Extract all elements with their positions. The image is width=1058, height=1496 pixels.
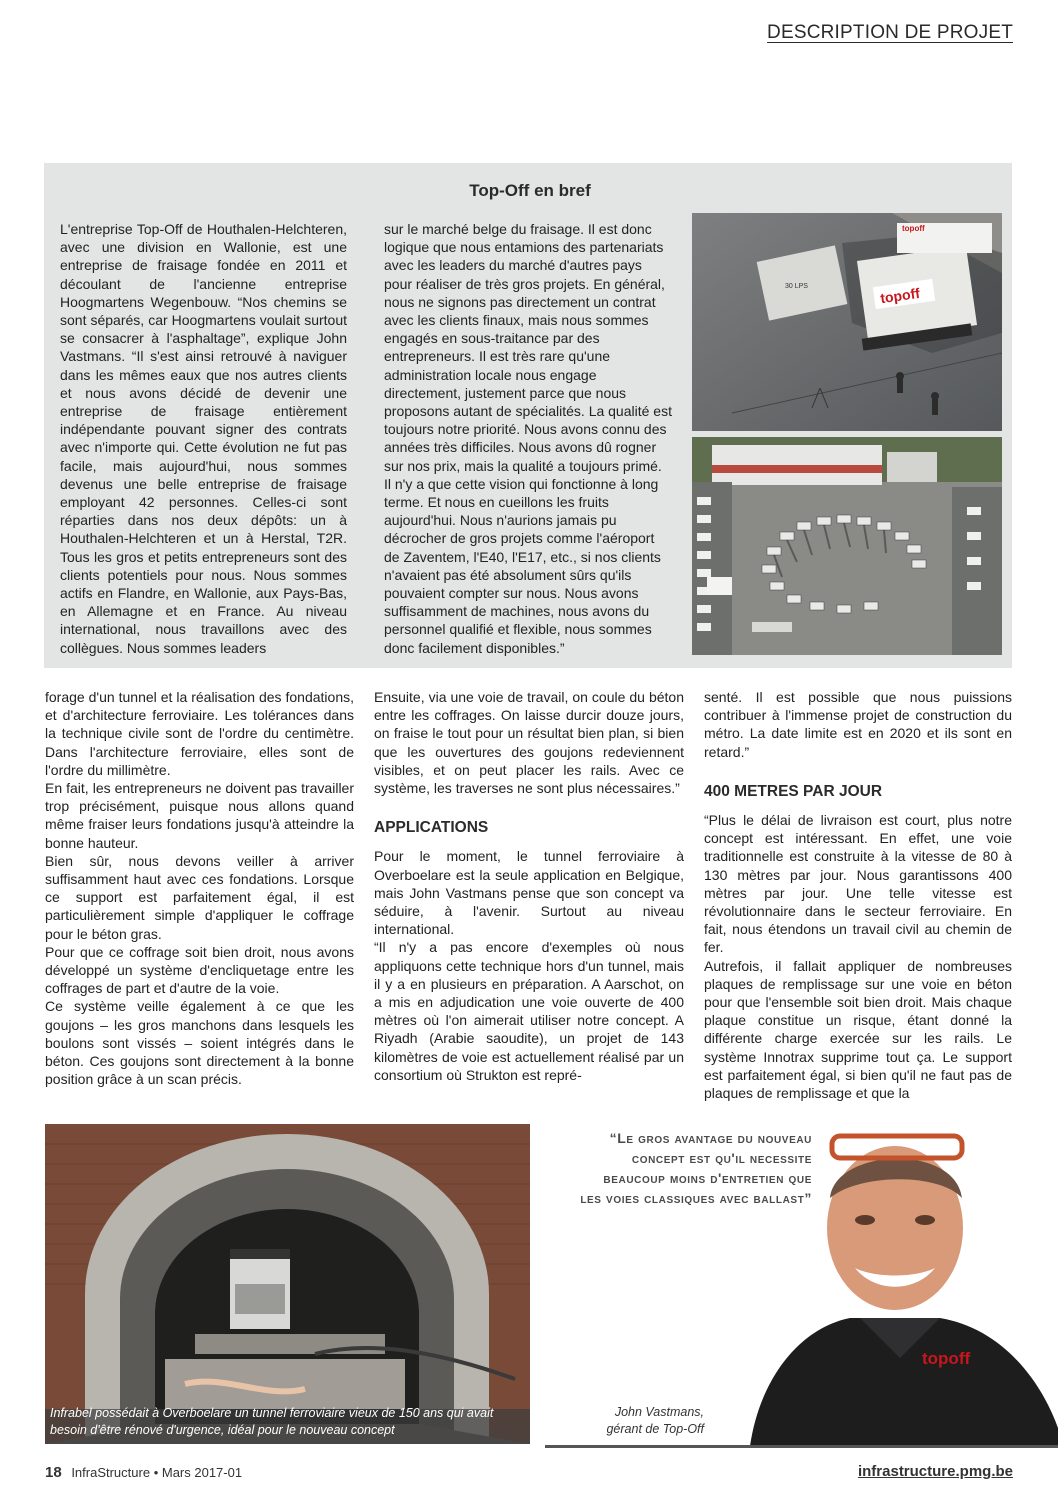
info-box-column-1 xyxy=(60,220,347,657)
article-paragraph: Bien sûr, nous devons veiller à arriver suffisamment haut avec ces fondations. Lorsque ce support est parfaitement égal, il est particulièrement simple d'appliquer le coffrage pour le béton gras. xyxy=(45,852,354,942)
pull-quote-line: concept est qu'il necessite xyxy=(631,1150,812,1166)
article-paragraph: Pour que ce coffrage soit bien droit, nous avons développé un système d'encliquetage entre les coffrages de part et d'autre de la voie. xyxy=(45,943,354,997)
tunnel-photo xyxy=(45,1124,530,1444)
article-column-2 xyxy=(374,688,684,1084)
portrait-caption-name: John Vastmans, xyxy=(614,1405,704,1419)
portrait-underline xyxy=(545,1445,1058,1448)
portrait-caption xyxy=(560,1404,704,1438)
photo-topoff-logo-small: topoff xyxy=(902,224,925,233)
info-box-text-1: L'entreprise Top-Off de Houthalen-Helchteren, avec une division en Wallonie, est une entreprise de fraisage fondée en 2011 et découlant de l'ancienne entreprise Hoogmartens Wegenbouw. “Nos chemins se sont séparés, car Hoogmartens voulait surtout se consacrer à l'asphaltage”, explique John Vastmans. “Il s'est ainsi retrouvé à naviguer dans les mêmes eaux que nos autres clients et nous avons décidé de devenir une entreprise de fraisage entièrement indépendante pouvant signer des contrats avec n'importe qui. Cette évolution ne fut pas facile, mais aujourd'hui, nous sommes devenus une belle entreprise de fraisage employant 42 personnes. Celles-ci sont réparties dans nos deux dépôts: un à Houthalen-Helchteren et un à Herstal, T2R. Tous les gros et petits entrepreneurs sont des clients potentiels pour nous. Nous sommes actifs en Flandre, en Wallonie, aux Pays-Bas, en Allemagne et en France. Au niveau international, nous travaillons avec des collègues. Nous sommes leaders xyxy=(60,221,347,656)
issue-info: • Mars 2017-01 xyxy=(153,1465,243,1480)
portrait-photo xyxy=(740,1128,1058,1446)
article-paragraph: Ensuite, via une voie de travail, on coule du béton entre les coffrages. On laisse durcir douze jours, on fraise le tout pour un résultat bien plan, si bien que les ouvertures des goujons redeviennent visibles, et on peut placer les rails. Avec ce système, les traverses ne sont plus nécessaires.” xyxy=(374,689,684,797)
pull-quote-line: les voies classiques avec ballast” xyxy=(580,1190,812,1206)
pull-quote-line: “Le gros avantage du nouveau xyxy=(609,1130,812,1146)
info-box-title: Top-Off en bref xyxy=(469,181,591,200)
page-number: 18 xyxy=(45,1464,62,1481)
article-paragraph: Pour le moment, le tunnel ferroviaire à Overboelare est la seule application en Belgique, mais John Vastmans pense que son concept va séduire, à l'avenir. Surtout au niveau international. xyxy=(374,848,684,938)
portrait-caption-role: gérant de Top-Off xyxy=(606,1422,704,1436)
article-column-3 xyxy=(704,688,1012,1102)
section-heading-applications: APPLICATIONS xyxy=(374,819,489,837)
pull-quote-line: beaucoup moins d'entretien que xyxy=(603,1170,812,1186)
article-column-1 xyxy=(45,688,354,1088)
aerial-machines-photo xyxy=(692,437,1002,655)
section-heading-400m: 400 METRES PAR JOUR xyxy=(704,782,883,800)
magazine-name: InfraStructure xyxy=(71,1465,151,1480)
article-paragraph: Ce système veille également à ce que les goujons – les gros manchons dans lesquels les boulons sont vissés – soient intégrés dans le béton. Ces goujons sont directement à la bonne position grâce à un scan précis. xyxy=(45,998,354,1088)
info-box-text-2: sur le marché belge du fraisage. Il est donc logique que nous entamions des partenariats avec les leaders du marché d'autres pays pour réaliser de très gros projets. En général, nous ne signons pas directement un contrat avec les clients finaux, mais nous sommes engagés en sous-traitance par des entrepreneurs. Il est très rare qu'une administration locale nous engage directement, justement parce que nous proposons autant de spécialités. La qualité est toujours notre priorité. Nous avons connu des années très difficiles. Nous avons dû rogner sur nos prix, mais la qualité a toujours primé. Il n'y a que cette vision qui fonctionne à long terme. Et nous en cueillons les fruits aujourd'hui. Nous n'aurions jamais pu décrocher de gros projets comme l'aéroport de Zaventem, l'E40, l'E17, etc., si nos clients n'avaient pas été absolument sûrs qu'ils pouvaient compter sur nous. Nous avons suffisamment de machines, nous avons du personnel qualifié et flexible, nous sommes donc facilement disponibles.” xyxy=(384,221,672,656)
machine-plate: 30 LPS xyxy=(785,283,808,290)
website-link[interactable]: infrastructure.pmg.be xyxy=(857,1463,1013,1480)
article-paragraph: En fait, les entrepreneurs ne doivent pas travailler trop précisément, puisque nous allons quand même fraiser leurs fondations jusqu'à atteindre la bonne hauteur. xyxy=(45,780,354,851)
portrait-jacket-logo: topoff xyxy=(922,1349,971,1368)
milling-machines-photo xyxy=(692,213,1002,431)
tunnel-photo-caption: Infrabel possédait à Overboelare un tunnel ferroviaire vieux de 150 ans qui avait besoin d'être rénové d'urgence, idéal pour le nouveau concept xyxy=(50,1406,494,1437)
section-label: DESCRIPTION DE PROJET xyxy=(767,22,1013,43)
footer-left xyxy=(45,1464,242,1481)
article-paragraph: forage d'un tunnel et la réalisation des fondations, et d'architecture ferroviaire. Les tolérances dans la technique civile sont de l'ordre du centimètre. Dans l'architecture ferroviaire, elles sont de l'ordre du millimètre. xyxy=(45,689,354,778)
article-paragraph: “Plus le délai de livraison est court, plus notre concept est intéressant. En effet, une voie traditionnelle est construite à la vitesse de 80 à 130 mètres par jour. Nous garantissons 400 mètres par jour. Une telle vitesse est révolutionnaire dans le secteur ferroviaire. En fait, nous étendons un travail civil au chemin de fer. xyxy=(704,812,1012,956)
article-paragraph: senté. Il est possible que nous puissions contribuer à l'immense projet de construction du métro. La date limite est en 2020 et ils sont en retard.” xyxy=(704,689,1012,760)
article-paragraph: Autrefois, il fallait appliquer de nombreuses plaques de remplissage sur une voie en béton pour que l'ensemble soit bien droit. Mais chaque plaque constitue un risque, étant donné la différente charge exercée sur les rails. Le système Innotrax supprime tout ça. Le support est parfaitement égal, si bien qu'il ne faut pas de plaques de remplissage et que la xyxy=(704,957,1012,1102)
article-paragraph: “Il n'y a pas encore d'exemples où nous appliquons cette technique hors d'un tunnel, mais il y a en plusieurs en préparation. A Aarschot, on a mis en adjudication une voie ouverte de 400 mètres où l'on aimerait utiliser notre concept. A Riyadh (Arabie saoudite), un projet de 143 kilomètres de voie est actuellement réalisé par un consortium où Strukton est repré- xyxy=(374,939,684,1083)
info-box-column-2 xyxy=(384,220,672,657)
photo-topoff-logo: topoff xyxy=(879,284,921,307)
